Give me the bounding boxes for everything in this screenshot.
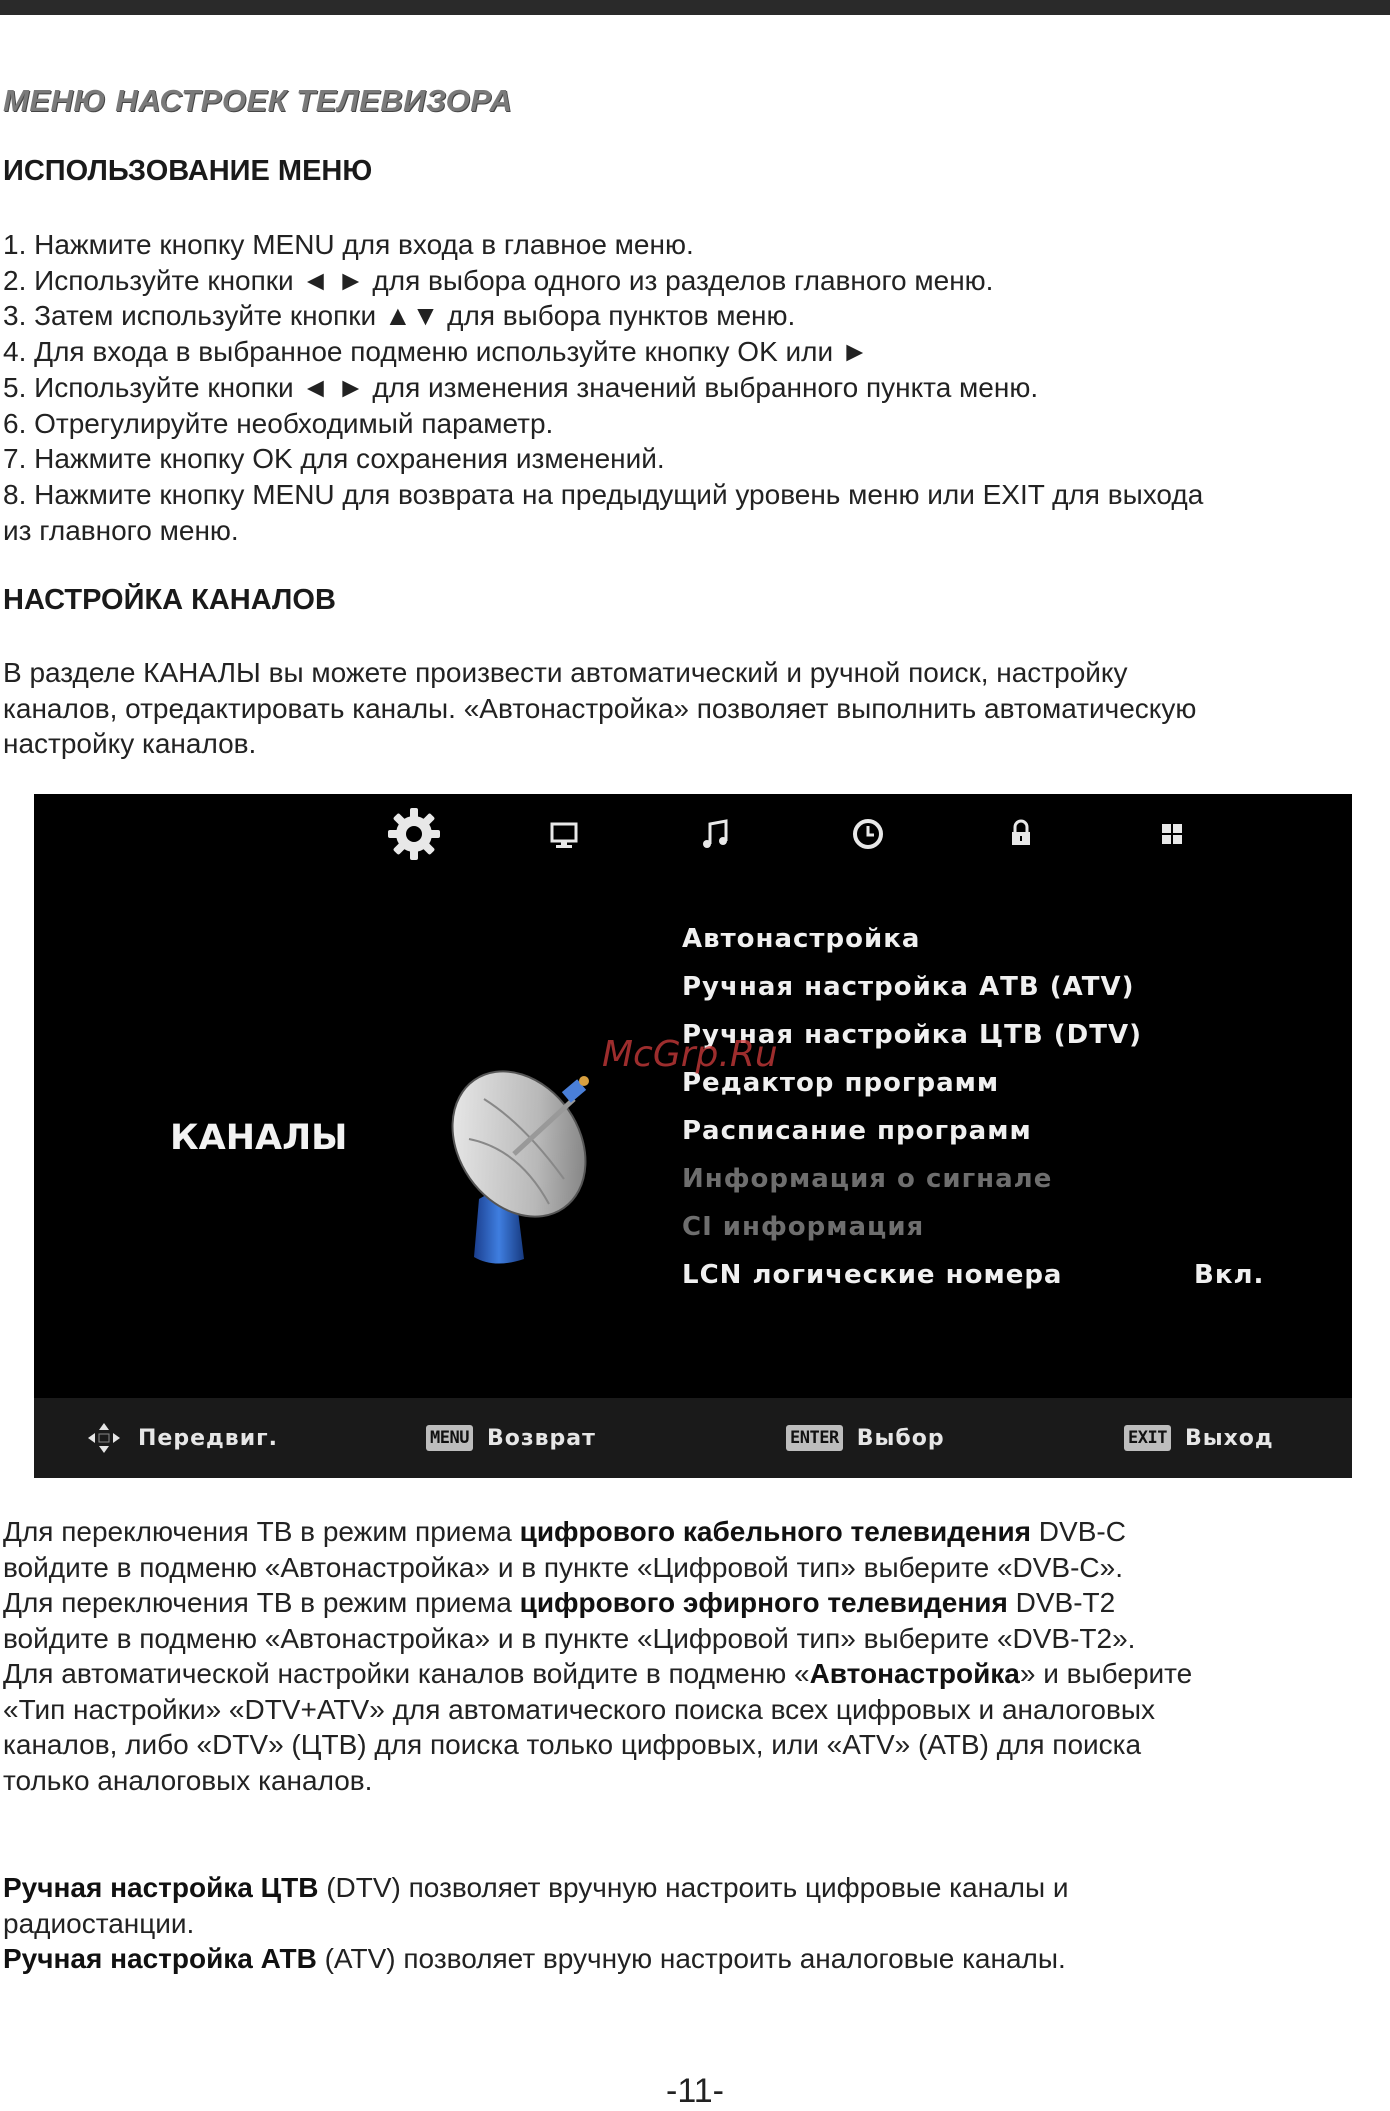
text-segment: (DTV) позволяет вручную настроить цифровые каналы и	[318, 1872, 1069, 1903]
menu-item-schedule[interactable]	[682, 1116, 1032, 1156]
text-segment: войдите в подменю «Автонастройка» и в пункте «Цифровой тип» выберите «DVB-C».	[3, 1551, 1123, 1583]
page-title: МЕНЮ НАСТРОЕК ТЕЛЕВИЗОРА	[3, 83, 513, 118]
hint-move	[82, 1420, 278, 1456]
bold-segment: Ручная настройка ЦТВ	[3, 1872, 319, 1903]
menu-item-label: CI информация	[682, 1212, 925, 1242]
menu-tab-bar	[34, 794, 1352, 874]
text-line	[3, 1692, 1388, 1728]
hint-label: Выход	[1184, 1425, 1274, 1451]
text-line	[3, 1941, 1388, 1977]
menu-item-lcn[interactable]	[682, 1260, 1265, 1300]
channels-intro	[3, 655, 1388, 762]
step-line: 7. Нажмите кнопку OK для сохранения изменений.	[3, 443, 665, 475]
menu-item-ci-info	[682, 1212, 924, 1252]
bold-segment: Автонастройка	[809, 1658, 1020, 1689]
gear-icon[interactable]	[384, 804, 444, 864]
text-line	[3, 1656, 1388, 1692]
menu-item-label: Ручная настройка ЦТВ (DTV)	[682, 1020, 1142, 1050]
menu-steps	[3, 227, 1388, 548]
text-segment: только аналоговых каналов.	[3, 1765, 373, 1797]
hint-label: Передвиг.	[138, 1425, 278, 1451]
enter-key-icon: ENTER	[786, 1425, 843, 1451]
hint-exit	[1124, 1420, 1274, 1456]
top-border	[0, 0, 1390, 15]
step-line: 1. Нажмите кнопку MENU для входа в главное меню.	[3, 229, 694, 260]
lcn-value[interactable]: Вкл.	[1194, 1260, 1265, 1290]
watermark: McGrp.Ru	[602, 1034, 778, 1075]
autotune-paragraph	[3, 1656, 1388, 1799]
text-line	[3, 1550, 1388, 1586]
intro-line: каналов, отредактировать каналы. «Автонастройка» позволяет выполнить автоматическую	[3, 692, 1197, 724]
hint-back	[426, 1420, 596, 1456]
text-line	[3, 1727, 1388, 1763]
channels-heading: НАСТРОЙКА КАНАЛОВ	[3, 584, 336, 616]
hint-select	[786, 1420, 945, 1456]
text-segment: DVB-C	[1031, 1516, 1126, 1547]
text-segment: » и выберите	[1019, 1658, 1193, 1689]
manual-paragraph	[3, 1870, 1388, 1977]
text-line	[3, 1870, 1388, 1906]
text-line	[3, 1906, 1388, 1942]
bold-segment: цифрового кабельного телевидения	[519, 1516, 1032, 1547]
text-line	[3, 1585, 1388, 1621]
menu-item-autotune[interactable]	[682, 924, 920, 964]
menu-item-label: Ручная настройка АТВ (ATV)	[682, 972, 1135, 1002]
intro-line: В разделе КАНАЛЫ вы можете произвести автоматический и ручной поиск, настройку	[3, 657, 1128, 688]
text-segment: Для переключения ТВ в режим приема	[3, 1587, 520, 1619]
bold-segment: Ручная настройка АТВ	[3, 1943, 317, 1975]
text-line	[3, 1621, 1388, 1657]
tv-menu-screen	[34, 794, 1352, 1478]
menu-key-icon: MENU	[426, 1425, 473, 1451]
text-segment: Для автоматической настройки каналов войдите в подменю «	[3, 1658, 810, 1689]
menu-item-signal-info	[682, 1164, 1052, 1204]
bold-segment: цифрового эфирного телевидения	[519, 1587, 1008, 1619]
menu-item-label: Информация о сигнале	[682, 1164, 1053, 1194]
page-number: -11-	[666, 2072, 724, 2110]
hint-bar	[34, 1398, 1352, 1478]
clock-icon[interactable]	[838, 804, 898, 864]
step-line: 6. Отрегулируйте необходимый параметр.	[3, 407, 554, 439]
hint-label: Возврат	[486, 1425, 596, 1451]
hint-label: Выбор	[856, 1425, 945, 1451]
text-segment: радиостанции.	[3, 1907, 195, 1939]
menu-item-label: Расписание программ	[682, 1116, 1032, 1146]
text-segment: DVB-T2	[1007, 1587, 1116, 1619]
menu-usage-heading: ИСПОЛЬЗОВАНИЕ МЕНЮ	[3, 155, 373, 187]
text-segment: войдите в подменю «Автонастройка» и в пункте «Цифровой тип» выберите «DVB-T2».	[3, 1623, 1136, 1655]
text-segment: Для переключения ТВ в режим приема	[3, 1516, 520, 1547]
step-line: 3. Затем используйте кнопки ▲▼ для выбора пунктов меню.	[3, 300, 796, 332]
text-line	[3, 1763, 1388, 1799]
section-title: КАНАЛЫ	[170, 1118, 348, 1158]
step-line: 5. Используйте кнопки ◄ ► для изменения значений выбранного пункта меню.	[3, 371, 1039, 403]
step-line: 2. Используйте кнопки ◄ ► для выбора одного из разделов главного меню.	[3, 264, 994, 296]
menu-item-label: Автонастройка	[682, 924, 921, 954]
exit-key-icon: EXIT	[1124, 1425, 1171, 1451]
step-line: 4. Для входа в выбранное подменю используйте кнопку OK или ►	[3, 336, 869, 368]
text-line	[3, 1514, 1388, 1550]
monitor-icon[interactable]	[534, 804, 594, 864]
text-segment: (ATV) позволяет вручную настроить аналоговые каналы.	[316, 1943, 1066, 1975]
dvb-paragraph	[3, 1514, 1388, 1657]
step-line: 8. Нажмите кнопку MENU для возврата на предыдущий уровень меню или EXIT для выхода	[3, 478, 1204, 510]
music-note-icon[interactable]	[686, 804, 746, 864]
step-line: из главного меню.	[3, 514, 239, 546]
grid-icon[interactable]	[1142, 804, 1202, 864]
menu-item-label: LCN логические номера	[682, 1260, 1063, 1290]
dpad-icon	[82, 1420, 126, 1456]
lock-icon[interactable]	[991, 804, 1051, 864]
intro-line: настройку каналов.	[3, 728, 257, 760]
text-segment: «Тип настройки» «DTV+ATV» для автоматического поиска всех цифровых и аналоговых	[3, 1693, 1155, 1725]
menu-item-label: Редактор программ	[682, 1068, 1000, 1098]
menu-item-manual-atv[interactable]	[682, 972, 1135, 1012]
text-segment: каналов, либо «DTV» (ЦТВ) для поиска только цифровых, или «ATV» (АТВ) для поиска	[3, 1729, 1142, 1761]
